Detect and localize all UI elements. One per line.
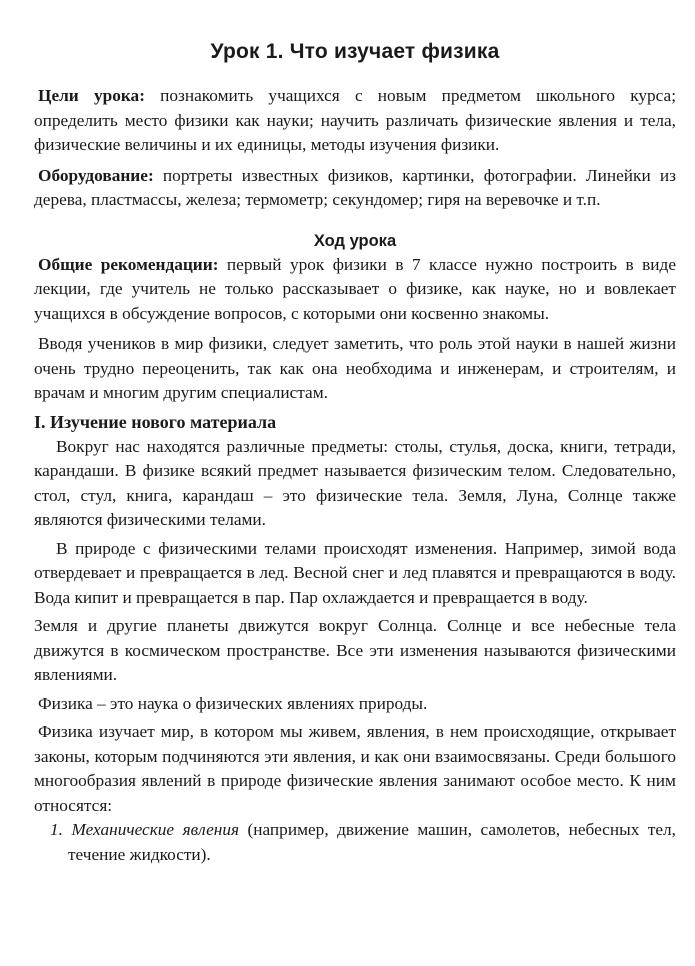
intro-paragraph: Вводя учеников в мир физики, следует заметить, что роль этой науки в нашей жизни очень трудно переоценить, так как она необходима и инженерам, и строителям, и врачам и многим другим специалистам.	[34, 334, 676, 402]
paragraph-changes: В природе с физическими телами происходят изменения. Например, зимой вода отвердевает и превращается в лед. Весной снег и лед плавятся и превращаются в воду. Вода кипит и превращается в пар. Пар охлаждается и превращается в воду.	[34, 538, 676, 607]
lesson-goals	[34, 84, 676, 158]
list-item-term: 1. Механические явления	[50, 820, 239, 839]
general-recommendations	[34, 253, 676, 327]
recommendations-text: первый урок физики в 7 классе нужно построить в виде лекции, где учитель не только рассказывает о физике, как науке, но и вовлекает учащихся в обсуждение вопросов, с которыми они косвенно знакомы.	[34, 254, 676, 323]
equipment-text: портреты известных физиков, картинки, фотографии. Линейки из дерева, пластмассы, железа; термометр; секундомер; гиря на веревочке и т.п.	[34, 165, 676, 209]
paragraph-bodies: Вокруг нас находятся различные предметы: столы, стулья, доска, книги, тетради, карандаши. В физике всякий предмет называется физическим телом. Следовательно, стол, стул, книга, карандаш – это физические тела. Земля, Луна, Солнце также являются физическими телами.	[34, 436, 676, 529]
section-heading: I. Изучение нового материала	[34, 411, 277, 432]
paragraph-physics-studies: Физика изучает мир, в котором мы живем, явления, в нем происходящие, открывает законы, которым подчиняются эти явления, и как они взаимосвязаны. Среди большого многообразия явлений в природе физические явления занимают особое место. К ним относятся:	[34, 722, 676, 815]
lesson-goals-label: Цели урока:	[38, 86, 145, 105]
list-item-text: (например, движение машин, самолетов, небесных тел, течение жидкости).	[68, 820, 676, 864]
document-page	[34, 40, 676, 867]
equipment	[34, 164, 676, 213]
equipment-label: Оборудование:	[38, 165, 154, 185]
recommendations-label: Общие рекомендации:	[38, 254, 219, 274]
list-item	[34, 818, 676, 867]
lesson-goals-text: познакомить учащихся с новым предметом школьного курса; определить место физики как науки; научить различать физические явления и тела, физические величины и их единицы, методы изучения физики.	[34, 86, 676, 154]
paragraph-planets: Земля и другие планеты движутся вокруг Солнца. Солнце и все небесные тела движутся в космическом пространстве. Все эти изменения называются физическими явлениями.	[34, 616, 676, 684]
course-heading: Ход урока	[313, 231, 397, 250]
page-title: Урок 1. Что изучает физика	[210, 40, 500, 63]
paragraph-definition: Физика – это наука о физических явлениях природы.	[38, 693, 428, 713]
